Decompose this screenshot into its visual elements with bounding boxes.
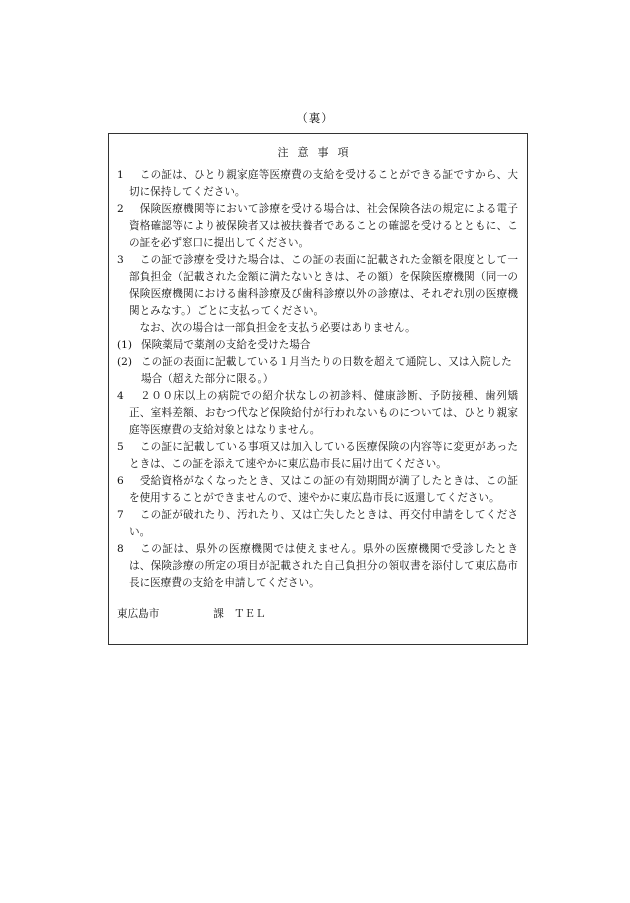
notice-item-2 <box>117 201 518 252</box>
notice-item-6 <box>117 473 518 507</box>
item-number: 2 <box>117 203 124 215</box>
item-text: この証が破れたり、汚れたり、又は亡失したときは、再交付申請をしてください。 <box>129 509 518 538</box>
sub-number: (1) <box>117 339 133 351</box>
notice-item-8 <box>117 541 518 592</box>
item-number: 7 <box>117 509 124 521</box>
item-3-sub-1 <box>117 337 518 354</box>
item-number: 3 <box>117 254 124 266</box>
item-text: 保険医療機関等において診療を受ける場合は、社会保険各法の規定による電子資格確認等により被保険者又は被扶養者であることの確認を受けるとともに、この証を必ず窓口に提出してください。 <box>129 203 518 249</box>
notice-item-5 <box>117 439 518 473</box>
contact-footer <box>117 606 518 623</box>
sub-text: 保険薬局で薬剤の支給を受けた場合 <box>141 339 311 351</box>
footer-dept: 課 <box>213 608 224 620</box>
item-text: この証に記載している事項又は加入している医療保険の内容等に変更があったときは、この証を添えて速やかに東広島市長に届け出てください。 <box>129 441 518 470</box>
item-number: 1 <box>117 169 124 181</box>
item-text: この証は、ひとり親家庭等医療費の支給を受けることができる証ですから、大切に保持してください。 <box>129 169 518 198</box>
sub-number: (2) <box>117 356 133 368</box>
item-number: 5 <box>117 441 124 453</box>
item-3-note: なお、次の場合は一部負担金を支払う必要はありません。 <box>139 322 416 334</box>
footer-city: 東広島市 <box>117 608 160 620</box>
notice-item-1 <box>117 167 518 201</box>
item-text: ２００床以上の病院での紹介状なしの初診料、健康診断、予防接種、歯列矯正、室料差額、おむつ代など保険給付が行われないものについては、ひとり親家庭等医療費の支給対象とはなりません。 <box>129 390 518 436</box>
item-3-sub-2 <box>117 354 518 388</box>
notice-item-4 <box>117 388 518 439</box>
item-number: 4 <box>117 390 124 402</box>
item-text: この証は、県外の医療機関では使えません。県外の医療機関で受診したときは、保険診療の所定の項目が記載された自己負担分の領収書を添付して東広島市長に医療費の支給を申請してください。 <box>129 543 518 589</box>
item-number: 8 <box>117 543 124 555</box>
item-number: 6 <box>117 475 124 487</box>
sub-text: この証の表面に記載している１月当たりの日数を超えて通院し、又は入院した場合（超えた部分に限る。） <box>141 356 512 385</box>
item-text: 受給資格がなくなったとき、又はこの証の有効期間が満了したときは、この証を使用することができませんので、速やかに東広島市長に返還してください。 <box>129 475 518 504</box>
footer-tel: ＴＥＬ <box>233 608 266 620</box>
notice-item-7 <box>117 507 518 541</box>
notice-heading: 注意事項 <box>277 146 358 159</box>
notice-box <box>108 133 528 645</box>
notice-item-3 <box>117 252 518 320</box>
page-side-label: （裏） <box>296 111 334 125</box>
item-text: この証で診療を受けた場合は、この証の表面に記載された金額を限度として一部負担金（記載された金額に満たないときは、その額）を保険医療機関（同一の保険医療機関における歯科診療及び歯科診療以外の診療は、それぞれ別の医療機関とみなす。）ごとに支払ってください。 <box>129 254 518 317</box>
